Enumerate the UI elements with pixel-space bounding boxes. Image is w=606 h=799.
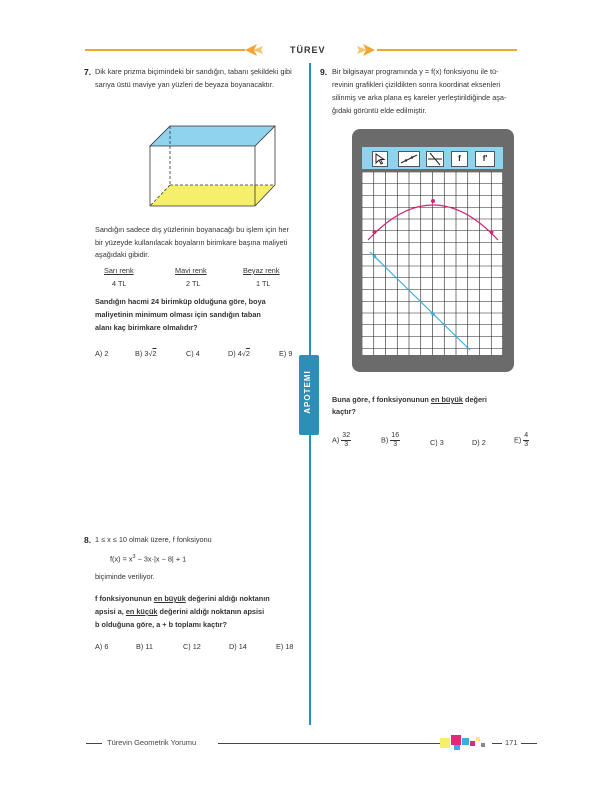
footer-rule-right [521, 743, 537, 744]
page-title: TÜREV [290, 45, 326, 55]
footer-rule-mid [218, 743, 440, 744]
derivative-point [431, 312, 435, 316]
footer-title: Türevin Geometrik Yorumu [107, 738, 197, 747]
color-blocks-icon [440, 733, 492, 751]
q9-text-4: ğıdaki görüntü elde edilmiştir. [332, 106, 427, 115]
q7-number: 7. [84, 67, 92, 77]
line-tool-icon[interactable] [398, 151, 420, 167]
q8-given: biçiminde veriliyor. [95, 572, 155, 581]
paint-cost-yellow: 4 TL [112, 279, 127, 288]
q9-text-2: revinin grafikleri çizildikten sonra koordinat eksenleri [332, 80, 501, 89]
q8-number: 8. [84, 535, 92, 545]
q8-formula: $f(x) = x^3 - 3x\cdot|x - 8| + 1$ [110, 554, 187, 564]
q8-option-b[interactable]: B) 11 [136, 642, 153, 651]
function-f-button[interactable]: f [451, 151, 468, 167]
q8-question-3: b olduğuna göre, a + b toplamı kaçtır? [95, 620, 227, 629]
side-logo-text: APOTEMI [303, 370, 312, 414]
q9-option-b[interactable]: B) $\frac{16}{3}$ [381, 432, 400, 448]
curve-point-vertex [431, 199, 435, 203]
q8-option-a[interactable]: A) 6 [95, 642, 109, 651]
q7-option-a[interactable]: A) 2 [95, 349, 109, 358]
q9-option-a[interactable]: A) $\frac{32}{3}$ [332, 432, 351, 448]
q8-option-e[interactable]: E) 18 [276, 642, 294, 651]
curve-point-left [373, 230, 377, 234]
q7-option-d[interactable]: D) 4√2 [228, 349, 250, 358]
curve-point-right [490, 230, 494, 234]
footer-rule-short [492, 743, 502, 744]
derivative-f-button[interactable]: f' [475, 151, 495, 167]
header-arrow-left-icon [243, 42, 265, 58]
q9-option-c[interactable]: C) 3 [430, 438, 444, 447]
header-rule-right [377, 49, 517, 51]
q7-text: Dik kare prizma biçimindeki bir sandığın, tabanı şekildeki gibi sarıya üstü maviye yan yüzleri de beyaza boyanacaktır. [95, 67, 292, 89]
q7-question-3: alanı kaç birimkare olmalıdır? [95, 323, 198, 332]
footer-rule-left [86, 743, 102, 744]
q7-option-c[interactable]: C) 4 [186, 349, 200, 358]
graph-grid [362, 172, 503, 355]
paint-header-white: Beyaz renk [243, 266, 280, 275]
q7-question-1: Sandığın hacmi 24 birimküp olduğuna göre, boya [95, 297, 266, 306]
tangent-tool-icon[interactable] [426, 151, 444, 167]
paint-header-yellow: Sarı renk [104, 266, 134, 275]
paint-cost-blue: 2 TL [186, 279, 201, 288]
header-arrow-right-icon [355, 42, 377, 58]
q9-number: 9. [320, 67, 328, 77]
paint-cost-white: 1 TL [256, 279, 271, 288]
q9-text-1: Bir bilgisayar programında y = f(x) fonksiyonu ile tü- [332, 67, 499, 76]
side-logo [299, 355, 319, 435]
pointer-tool-icon[interactable] [372, 151, 388, 167]
q8-question-1: f fonksiyonunun en büyük değerini aldığı noktanın [95, 594, 270, 603]
q9-question-2: kaçtır? [332, 407, 356, 416]
q9-question-1: Buna göre, f fonksiyonunun en büyük değeri [332, 395, 487, 404]
q7-option-b[interactable]: B) 3√2 [135, 349, 157, 358]
q8-condition: 1 ≤ x ≤ 10 olmak üzere, f fonksiyonu [95, 535, 212, 544]
derivative-point [373, 255, 377, 259]
q9-text-3: silinmiş ve arka plana eş kareler yerleştirildiğinde aşa- [332, 93, 507, 102]
q9-option-d[interactable]: D) 2 [472, 438, 486, 447]
prism-figure [140, 125, 280, 225]
page-number: 171 [505, 738, 518, 747]
q8-option-c[interactable]: C) 12 [183, 642, 201, 651]
q7-question-2: maliyetinin minimum olması için sandığın taban [95, 310, 261, 319]
q9-option-e[interactable]: E) $\frac{4}{3}$ [514, 432, 529, 448]
q7-cost-text: Sandığın sadece dış yüzlerinin boyanacağı bu işlem için her bir yüzeyde kullanılacak boyaların birimkare başına maliyeti aşağıdaki gibidir. [95, 225, 289, 259]
paint-header-blue: Mavi renk [175, 266, 207, 275]
q7-option-e[interactable]: E) 9 [279, 349, 293, 358]
q8-question-2: apsisi a, en küçük değerini aldığı noktanın apsisi [95, 607, 265, 616]
header-rule-left [85, 49, 245, 51]
q8-option-d[interactable]: D) 14 [229, 642, 247, 651]
